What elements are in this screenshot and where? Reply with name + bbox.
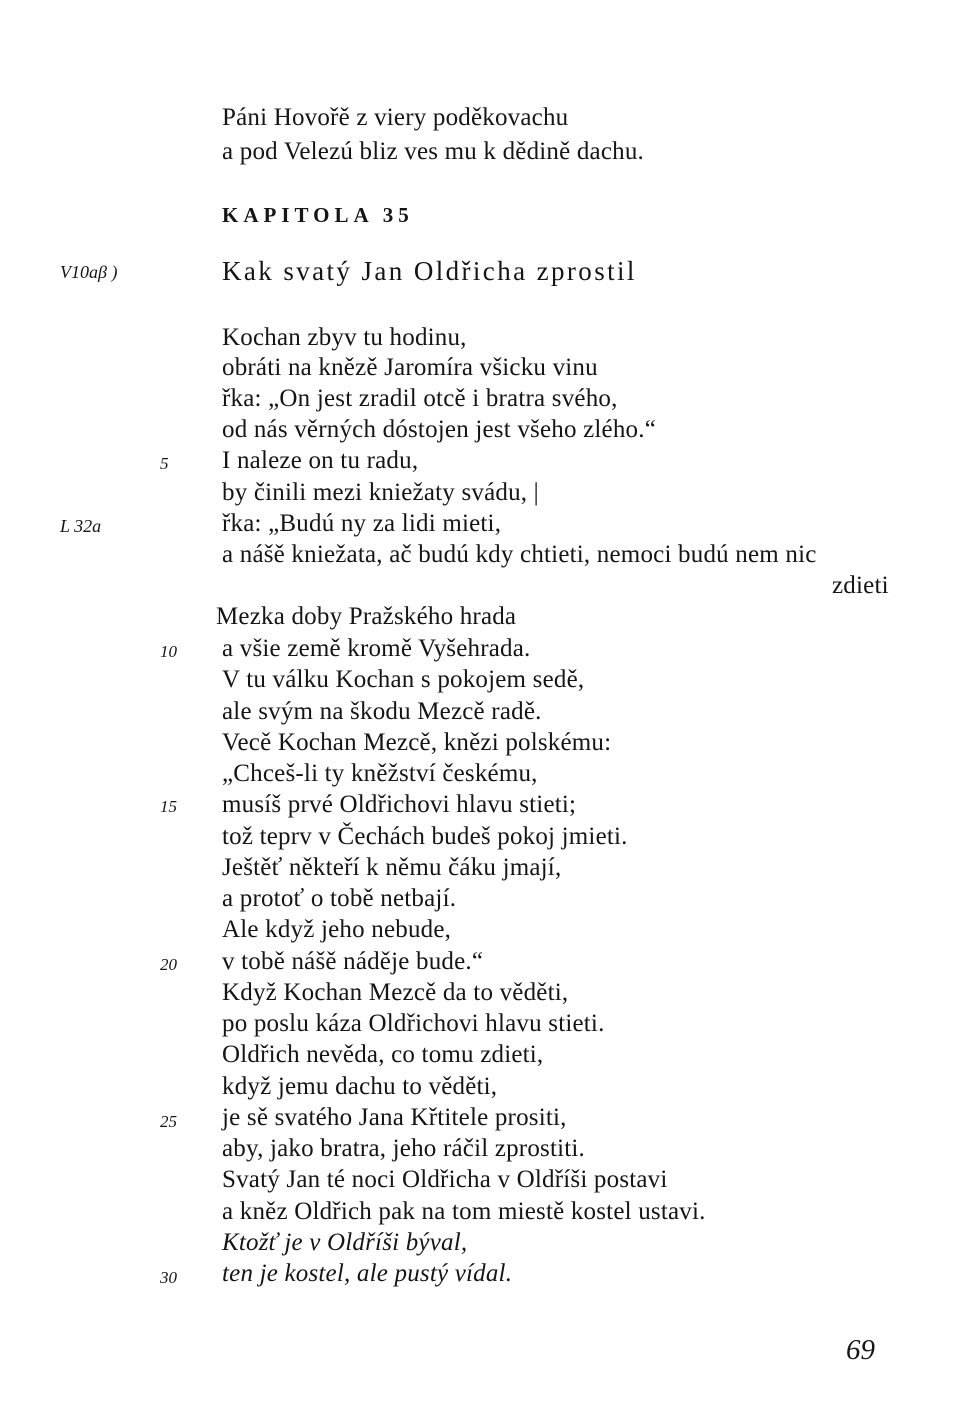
verse-line: aby, jako bratra, jeho ráčil zprostiti. <box>222 1135 585 1162</box>
verse-line: Kochan zbyv tu hodinu, <box>222 324 467 351</box>
chapter-heading: KAPITOLA 35 <box>222 203 414 227</box>
verse-line: Ale když jeho nebude, <box>222 916 452 943</box>
verse-line: I naleze on tu radu, <box>222 447 419 474</box>
verse-line: Mezka doby Pražského hrada <box>216 603 517 630</box>
verse-line: by činili mezi kniežaty svádu, | <box>222 479 539 506</box>
verse-line-continuation: zdieti <box>832 572 889 599</box>
line-number-30: 30 <box>160 1268 177 1287</box>
page-number: 69 <box>846 1334 875 1366</box>
verse-line: a nášě kniežata, ač budú kdy chtieti, nemoci budú nem nic <box>222 541 817 568</box>
verse-line: „Chceš-li ty kněžství českému, <box>222 760 538 787</box>
line-number-20: 20 <box>160 955 177 974</box>
line-number-10: 10 <box>160 642 177 661</box>
verse-line: po poslu káza Oldřichovi hlavu stieti. <box>222 1010 605 1037</box>
verse-line: a všie země kromě Vyšehrada. <box>222 635 531 662</box>
verse-line: a protoť o tobě netbají. <box>222 885 457 912</box>
verse-line: tož teprv v Čechách budeš pokoj jmieti. <box>222 823 628 850</box>
verse-line-italic: ten je kostel, ale pustý vídal. <box>222 1260 513 1287</box>
verse-line: Vecě Kochan Mezcě, knězi polskému: <box>222 729 612 756</box>
verse-line: od nás věrných dóstojen jest všeho zlého.“ <box>222 416 656 443</box>
verse-line: Když Kochan Mezcě da to věděti, <box>222 979 569 1006</box>
verse-line: v tobě nášě náděje bude.“ <box>222 948 484 975</box>
verse-line: obráti na knězě Jaromíra všicku vinu <box>222 354 598 381</box>
verse-line: musíš prvé Oldřichovi hlavu stieti; <box>222 791 577 818</box>
verse-line: a kněz Oldřich pak na tom miestě kostel ustavi. <box>222 1198 706 1225</box>
verse-line: řka: „Budú ny za lidi mieti, <box>222 510 502 537</box>
intro-line-2: a pod Velezú bliz ves mu k dědině dachu. <box>222 138 645 165</box>
line-number-5: 5 <box>160 454 169 473</box>
margin-note-v10a: V10aβ ) <box>60 262 118 282</box>
verse-line: je sě svatého Jana Křtitele prositi, <box>222 1104 567 1131</box>
verse-line: V tu válku Kochan s pokojem sedě, <box>222 666 585 693</box>
line-number-25: 25 <box>160 1112 177 1131</box>
verse-line: Oldřich nevěda, co tomu zdieti, <box>222 1041 544 1068</box>
verse-line: Svatý Jan té noci Oldřicha v Oldříši postavi <box>222 1166 668 1193</box>
verse-line: když jemu dachu to věděti, <box>222 1073 498 1100</box>
margin-note-l32a: L 32a <box>60 516 102 536</box>
line-number-15: 15 <box>160 797 177 816</box>
verse-line: ale svým na škodu Mezcě radě. <box>222 698 542 725</box>
verse-line: řka: „On jest zradil otcě i bratra svého, <box>222 385 618 412</box>
chapter-title: Kak svatý Jan Oldřicha zprostil <box>222 256 637 286</box>
intro-line-1: Páni Hovořě z viery poděkovachu <box>222 104 569 131</box>
verse-line-italic: Ktožť je v Oldříši býval, <box>222 1229 468 1256</box>
verse-line: Ještěť někteří k němu čáku jmají, <box>222 854 562 881</box>
